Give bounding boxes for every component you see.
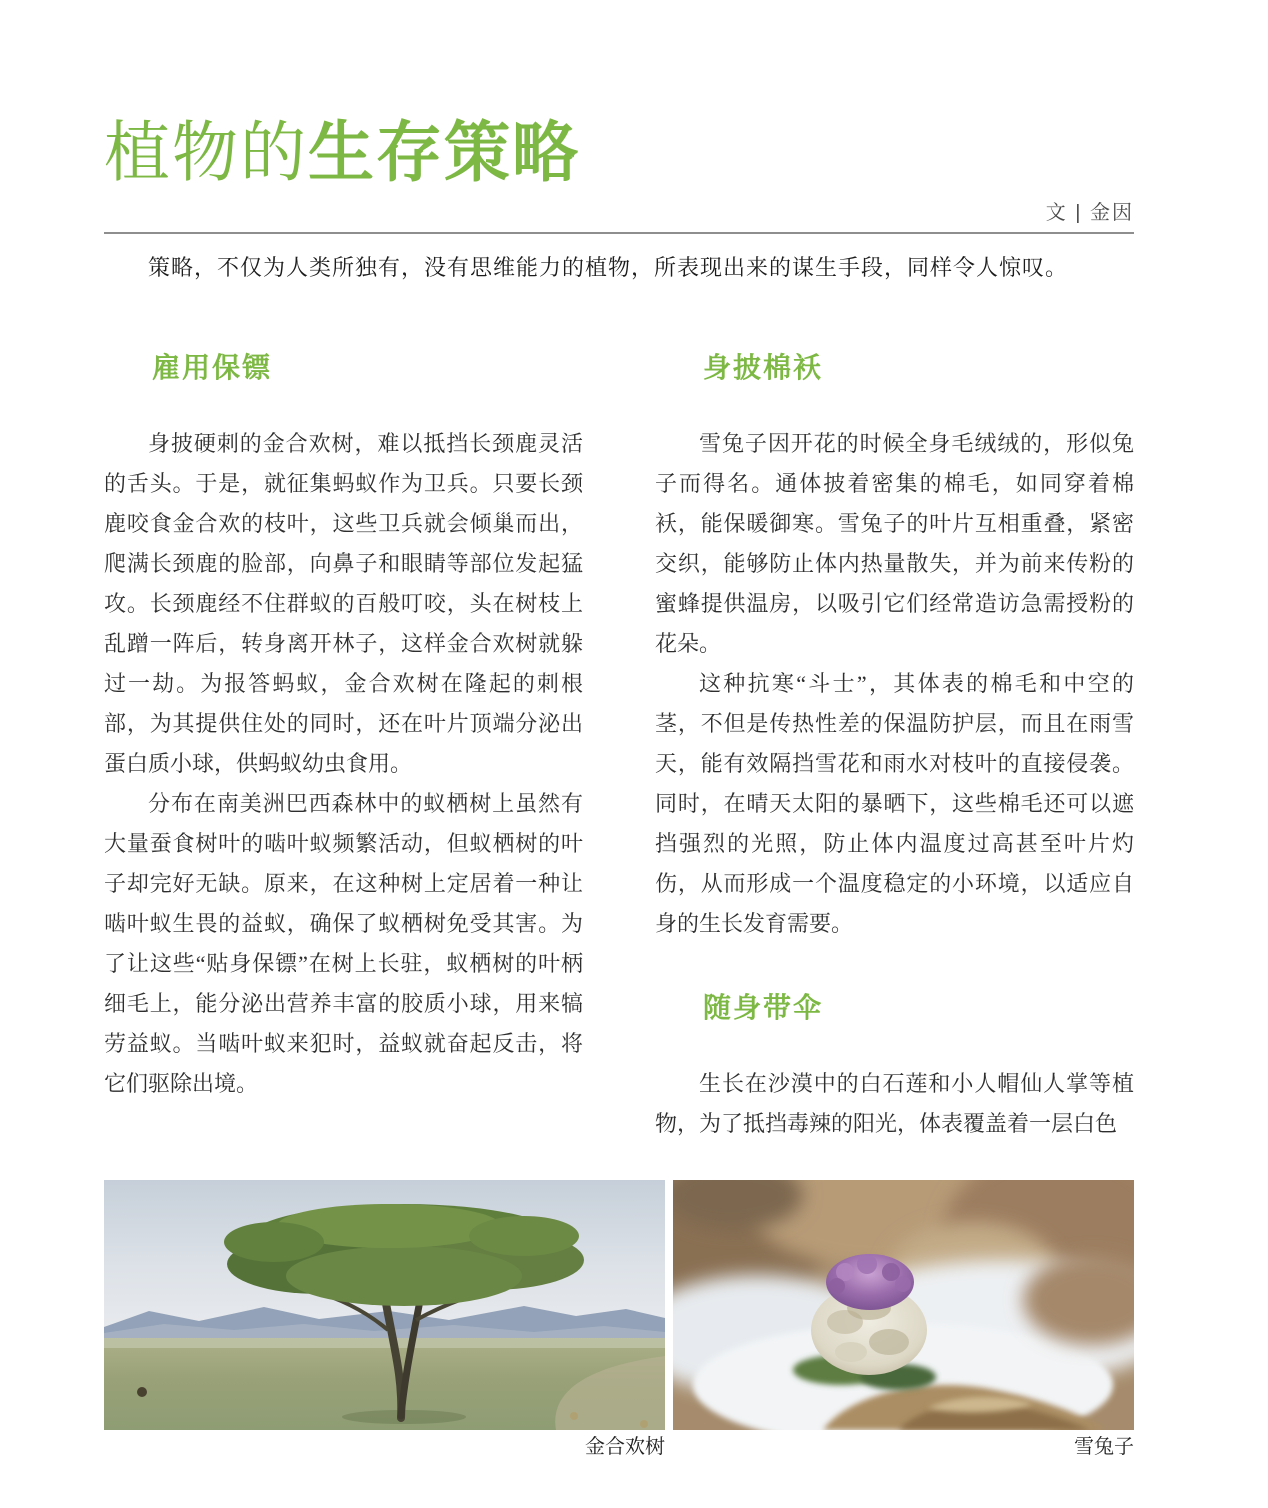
section-3-paragraph-1: 生长在沙漠中的白石莲和小人帽仙人掌等植物，为了抵挡毒辣的阳光，体表覆盖着一层白色 (655, 1071, 1134, 1136)
photo-caption-acacia: 金合欢树 (585, 1436, 665, 1458)
page-title (104, 112, 1134, 192)
left-column (104, 352, 583, 1144)
article-columns (104, 352, 1134, 1144)
magazine-page (104, 0, 1134, 1458)
title-regular-part: 植物的 (104, 115, 308, 189)
section-heading-bodyguards: 雇用保镖 (152, 352, 273, 383)
acacia-tree-photo (104, 1180, 665, 1430)
snow-lotus-illustration (673, 1180, 1134, 1430)
divider-rule (104, 232, 1134, 234)
byline: 文 | 金因 (1045, 202, 1134, 224)
section-heading-umbrella: 随身带伞 (703, 992, 824, 1023)
intro-text: 策略，不仅为人类所独有，没有思维能力的植物，所表现出来的谋生手段，同样令人惊叹。 (148, 255, 1069, 280)
title-bold-part: 生存策略 (308, 115, 580, 189)
section-2-paragraph-2: 这种抗寒“斗士”，其体表的棉毛和中空的茎，不但是传热性差的保温防护层，而且在雨雪天，能有效隔挡雪花和雨水对枝叶的直接侵袭。同时，在晴天太阳的暴晒下，这些棉毛还可以遮挡强烈的光照，防止体内温度过高甚至叶片灼伤，从而形成一个温度稳定的小环境，以适应自身的生长发育需要。 (655, 671, 1134, 936)
photo-row (104, 1180, 1134, 1430)
photo-caption-snow-lotus: 雪兔子 (1074, 1436, 1134, 1458)
section-1-paragraph-1: 身披硬刺的金合欢树，难以抵挡长颈鹿灵活的舌头。于是，就征集蚂蚁作为卫兵。只要长颈鹿咬食金合欢的枝叶，这些卫兵就会倾巢而出，爬满长颈鹿的脸部，向鼻子和眼睛等部位发起猛攻。长颈鹿经不住群蚁的百般叮咬，头在树枝上乱蹭一阵后，转身离开林子，这样金合欢树就躲过一劫。为报答蚂蚁，金合欢树在隆起的刺根部，为其提供住处的同时，还在叶片顶端分泌出蛋白质小球，供蚂蚁幼虫食用。 (104, 431, 583, 776)
snow-lotus-photo (673, 1180, 1134, 1430)
right-column (655, 352, 1134, 1144)
acacia-savanna-illustration (104, 1180, 665, 1430)
section-2-paragraph-1: 雪兔子因开花的时候全身毛绒绒的，形似兔子而得名。通体披着密集的棉毛，如同穿着棉袄，能保暖御寒。雪兔子的叶片互相重叠，紧密交织，能够防止体内热量散失，并为前来传粉的蜜蜂提供温房，以吸引它们经常造访急需授粉的花朵。 (655, 431, 1134, 656)
caption-row (104, 1436, 1134, 1458)
section-heading-cotton-coat: 身披棉袄 (703, 352, 824, 383)
section-1-paragraph-2: 分布在南美洲巴西森林中的蚁栖树上虽然有大量蚕食树叶的啮叶蚁频繁活动，但蚁栖树的叶子却完好无缺。原来，在这种树上定居着一种让啮叶蚁生畏的益蚁，确保了蚁栖树免受其害。为了让这些“贴身保镖”在树上长驻，蚁栖树的叶柄细毛上，能分泌出营养丰富的胶质小球，用来犒劳益蚁。当啮叶蚁来犯时，益蚁就奋起反击，将它们驱除出境。 (104, 791, 583, 1096)
